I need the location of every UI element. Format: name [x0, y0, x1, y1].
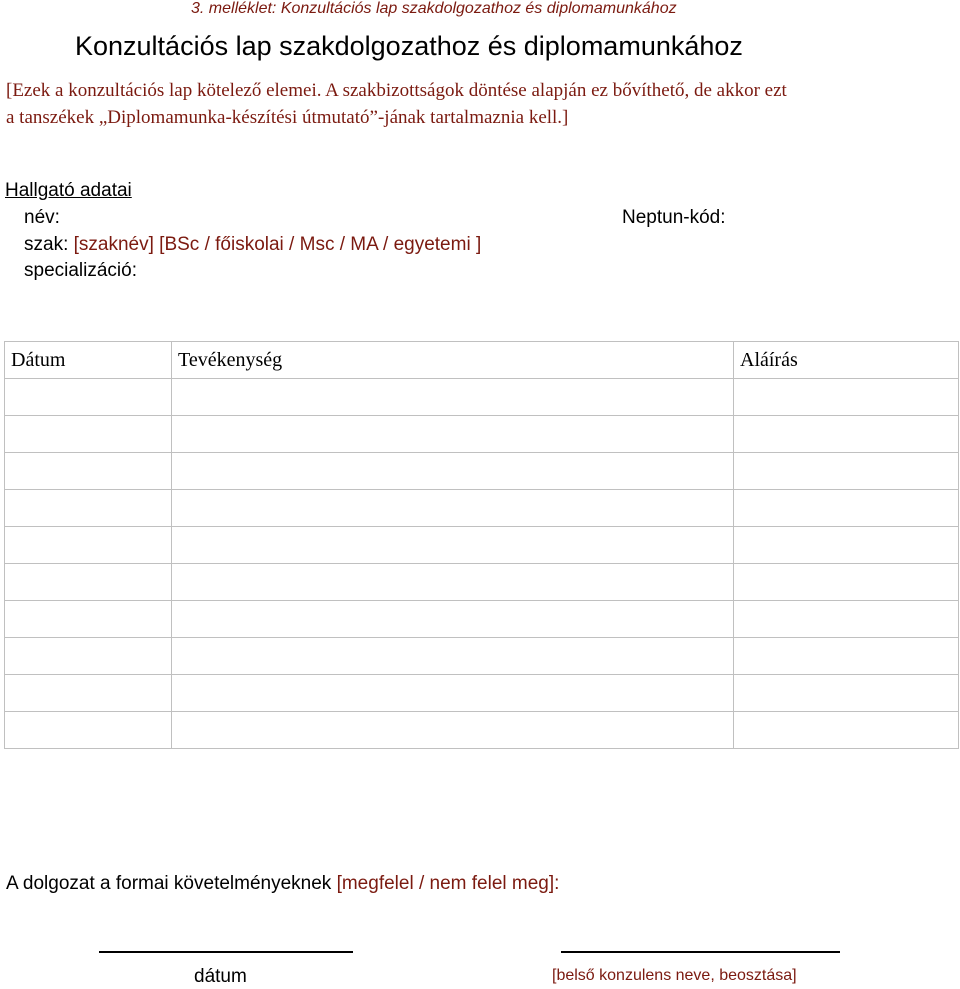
column-header-activity: Tevékenység — [172, 342, 734, 379]
formal-requirements-statement — [6, 873, 559, 895]
cell-date[interactable] — [5, 564, 172, 601]
formal-requirements-options: [megfelel / nem felel meg]: — [336, 873, 560, 894]
table-row — [5, 453, 959, 490]
cell-activity[interactable] — [172, 490, 734, 527]
cell-signature[interactable] — [734, 638, 959, 675]
cell-signature[interactable] — [734, 490, 959, 527]
cell-date[interactable] — [5, 379, 172, 416]
annex-label: 3. melléklet: Konzultációs lap szakdolgozathoz és diplomamunkához — [191, 0, 677, 17]
consultant-name-label: [belső konzulens neve, beosztása] — [552, 967, 797, 984]
cell-activity[interactable] — [172, 638, 734, 675]
name-field-label: név: — [24, 207, 60, 228]
cell-date[interactable] — [5, 527, 172, 564]
table-row — [5, 712, 959, 749]
cell-activity[interactable] — [172, 712, 734, 749]
cell-signature[interactable] — [734, 712, 959, 749]
date-signature-line — [99, 951, 353, 953]
intro-line-1: [Ezek a konzultációs lap kötelező elemei. A szakbizottságok döntése alapján ez bővíthető, de akkor ezt — [6, 80, 787, 101]
table-row — [5, 675, 959, 712]
cell-signature[interactable] — [734, 453, 959, 490]
table-row — [5, 416, 959, 453]
neptun-code-label: Neptun-kód: — [622, 207, 726, 228]
intro-note — [6, 77, 958, 131]
formal-requirements-label: A dolgozat a formai követelményeknek — [6, 873, 332, 894]
date-label: dátum — [194, 966, 247, 987]
cell-date[interactable] — [5, 453, 172, 490]
cell-signature[interactable] — [734, 416, 959, 453]
specialization-field-label: specializáció: — [24, 260, 137, 281]
page-title: Konzultációs lap szakdolgozathoz és diplomamunkához — [75, 31, 743, 61]
cell-activity[interactable] — [172, 416, 734, 453]
cell-date[interactable] — [5, 490, 172, 527]
column-header-date: Dátum — [5, 342, 172, 379]
table-row — [5, 379, 959, 416]
major-placeholder: [szaknév] [BSc / főiskolai / Msc / MA / egyetemi ] — [73, 234, 482, 255]
cell-activity[interactable] — [172, 564, 734, 601]
cell-signature[interactable] — [734, 564, 959, 601]
cell-date[interactable] — [5, 638, 172, 675]
cell-activity[interactable] — [172, 453, 734, 490]
consultant-signature-line — [561, 951, 840, 953]
major-field — [24, 234, 481, 256]
cell-date[interactable] — [5, 601, 172, 638]
consultation-table-body — [5, 379, 959, 749]
major-field-label: szak: — [24, 234, 69, 255]
cell-date[interactable] — [5, 675, 172, 712]
cell-activity[interactable] — [172, 527, 734, 564]
student-section-heading: Hallgató adatai — [5, 180, 132, 201]
cell-date[interactable] — [5, 712, 172, 749]
table-row — [5, 564, 959, 601]
table-row — [5, 490, 959, 527]
table-header-row — [5, 342, 959, 379]
cell-activity[interactable] — [172, 675, 734, 712]
column-header-signature: Aláírás — [734, 342, 959, 379]
table-row — [5, 527, 959, 564]
intro-line-2: a tanszékek „Diplomamunka-készítési útmutató”-jának tartalmaznia kell.] — [6, 107, 569, 128]
cell-signature[interactable] — [734, 675, 959, 712]
cell-activity[interactable] — [172, 601, 734, 638]
cell-signature[interactable] — [734, 601, 959, 638]
consultation-table — [4, 341, 959, 749]
table-row — [5, 638, 959, 675]
cell-signature[interactable] — [734, 527, 959, 564]
cell-activity[interactable] — [172, 379, 734, 416]
cell-signature[interactable] — [734, 379, 959, 416]
table-row — [5, 601, 959, 638]
cell-date[interactable] — [5, 416, 172, 453]
